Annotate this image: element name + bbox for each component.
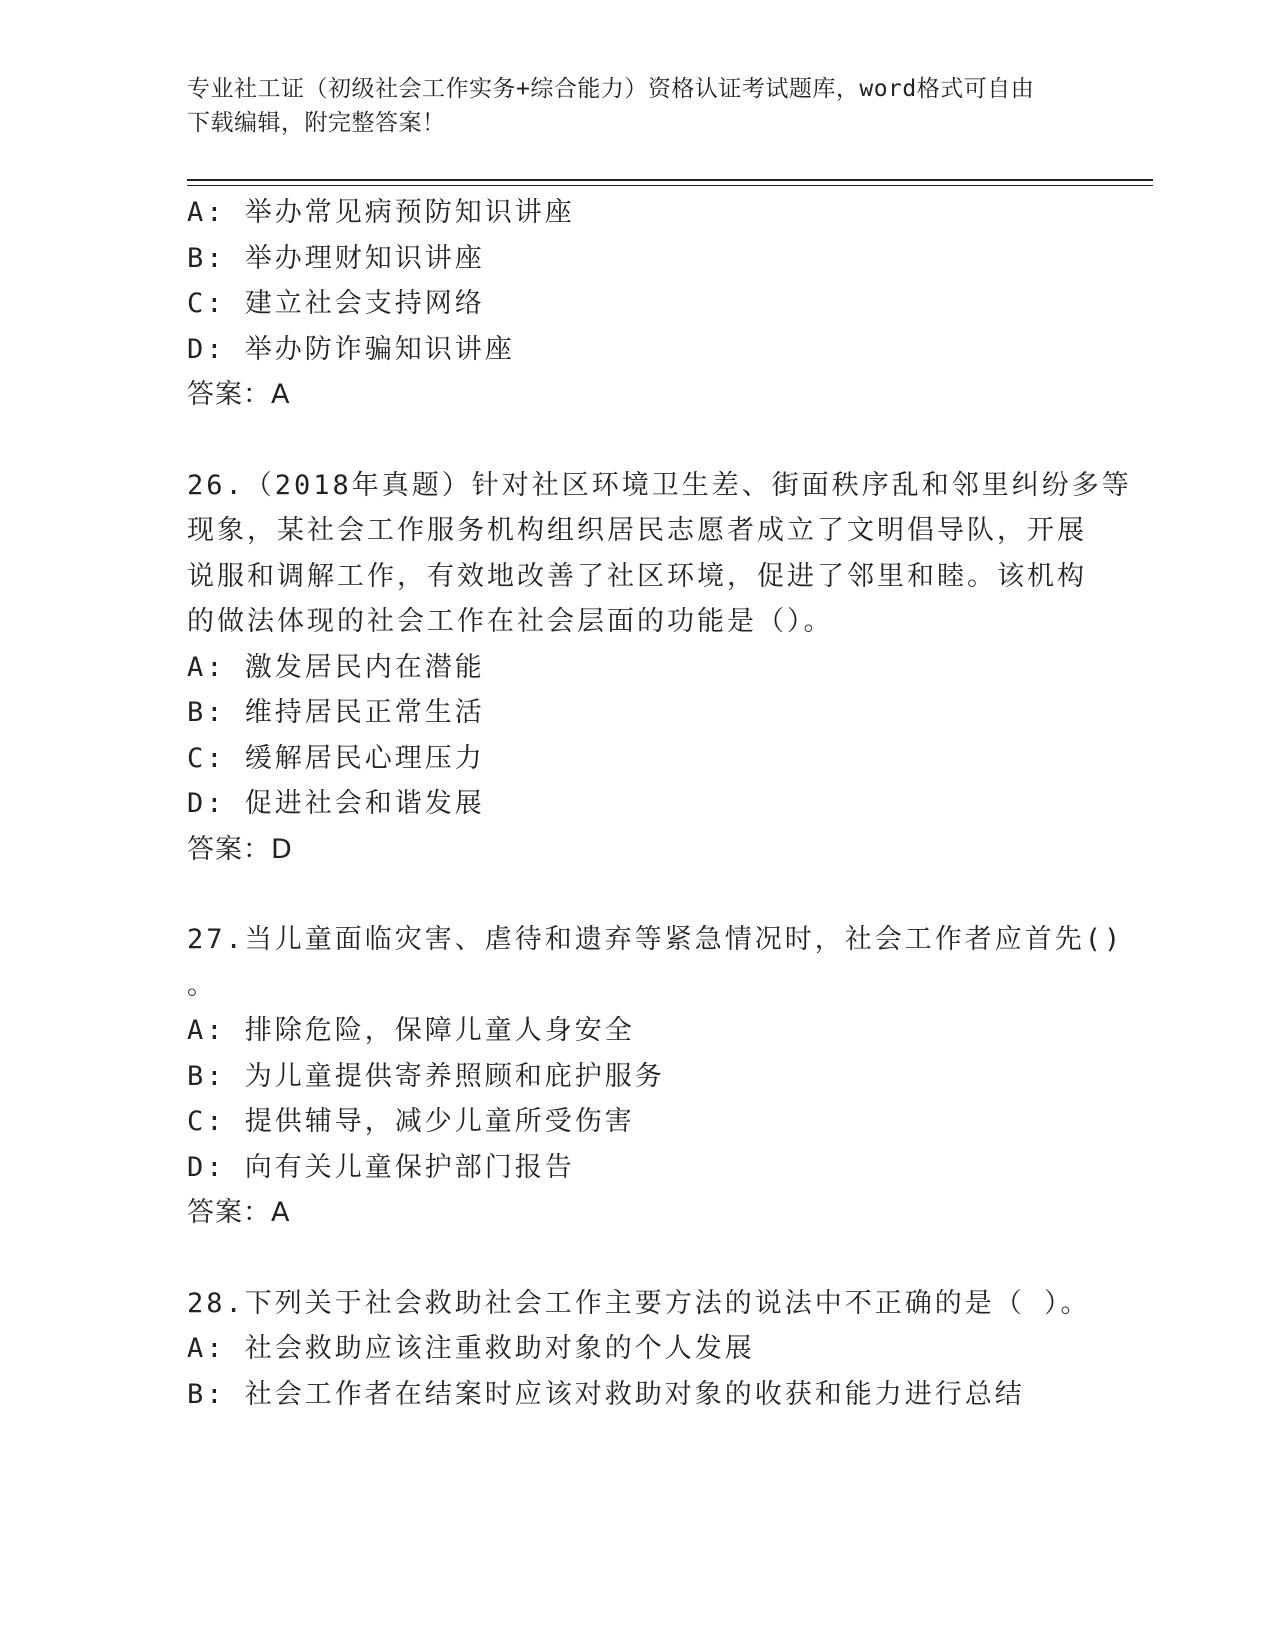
option-b: B: 维持居民正常生活 <box>187 697 485 728</box>
question-25 <box>187 190 1087 418</box>
option-a: A: 激发居民内在潜能 <box>187 651 485 683</box>
question-27 <box>187 917 1124 1236</box>
answer-label: 答案：D <box>187 833 293 865</box>
header-line-1: 专业社工证（初级社会工作实务+综合能力）资格认证考试题库，word格式可自由 <box>187 76 1035 102</box>
header-divider-thin <box>187 185 1153 186</box>
question-26 <box>187 463 1132 873</box>
question-stem-line: 现象，某社会工作服务机构组织居民志愿者成立了文明倡导队，开展 <box>187 515 1087 546</box>
option-c: C: 缓解居民心理压力 <box>187 742 485 774</box>
spacer <box>187 872 1087 917</box>
option-a: A: 举办常见病预防知识讲座 <box>187 197 575 228</box>
option-d: D: 向有关儿童保护部门报告 <box>187 1151 575 1183</box>
question-stem-line: 。 <box>187 969 217 1001</box>
header-divider-thick <box>187 179 1153 181</box>
question-stem-line: 26.（2018年真题）针对社区环境卫生差、街面秩序乱和邻里纠纷多等 <box>187 469 1132 501</box>
question-list <box>187 190 1132 1417</box>
option-d: D: 促进社会和谐发展 <box>187 788 485 819</box>
option-b: B: 社会工作者在结案时应该对救助对象的收获和能力进行总结 <box>187 1378 1025 1410</box>
header-line-2: 下载编辑，附完整答案！ <box>187 110 446 136</box>
answer-label: 答案：A <box>187 1197 291 1228</box>
spacer <box>187 1236 1087 1281</box>
option-c: C: 建立社会支持网络 <box>187 288 485 319</box>
answer-label: 答案：A <box>187 379 291 410</box>
question-stem-line: 说服和调解工作，有效地改善了社区环境，促进了邻里和睦。该机构 <box>187 560 1087 592</box>
option-a: A: 排除危险，保障儿童人身安全 <box>187 1015 635 1046</box>
option-c: C: 提供辅导，减少儿童所受伤害 <box>187 1106 635 1137</box>
option-b: B: 为儿童提供寄养照顾和庇护服务 <box>187 1060 665 1092</box>
question-stem-line: 的做法体现的社会工作在社会层面的功能是（）。 <box>187 606 834 637</box>
option-d: D: 举办防诈骗知识讲座 <box>187 333 515 365</box>
option-b: B: 举办理财知识讲座 <box>187 242 485 274</box>
question-stem-line: 28.下列关于社会救助社会工作主要方法的说法中不正确的是（ ）。 <box>187 1287 1091 1319</box>
question-28 <box>187 1281 1091 1418</box>
option-a: A: 社会救助应该注重救助对象的个人发展 <box>187 1333 755 1364</box>
question-stem-line: 27.当儿童面临灾害、虐待和遗弃等紧急情况时，社会工作者应首先() <box>187 924 1124 955</box>
spacer <box>187 418 1087 463</box>
document-header <box>187 72 1087 140</box>
